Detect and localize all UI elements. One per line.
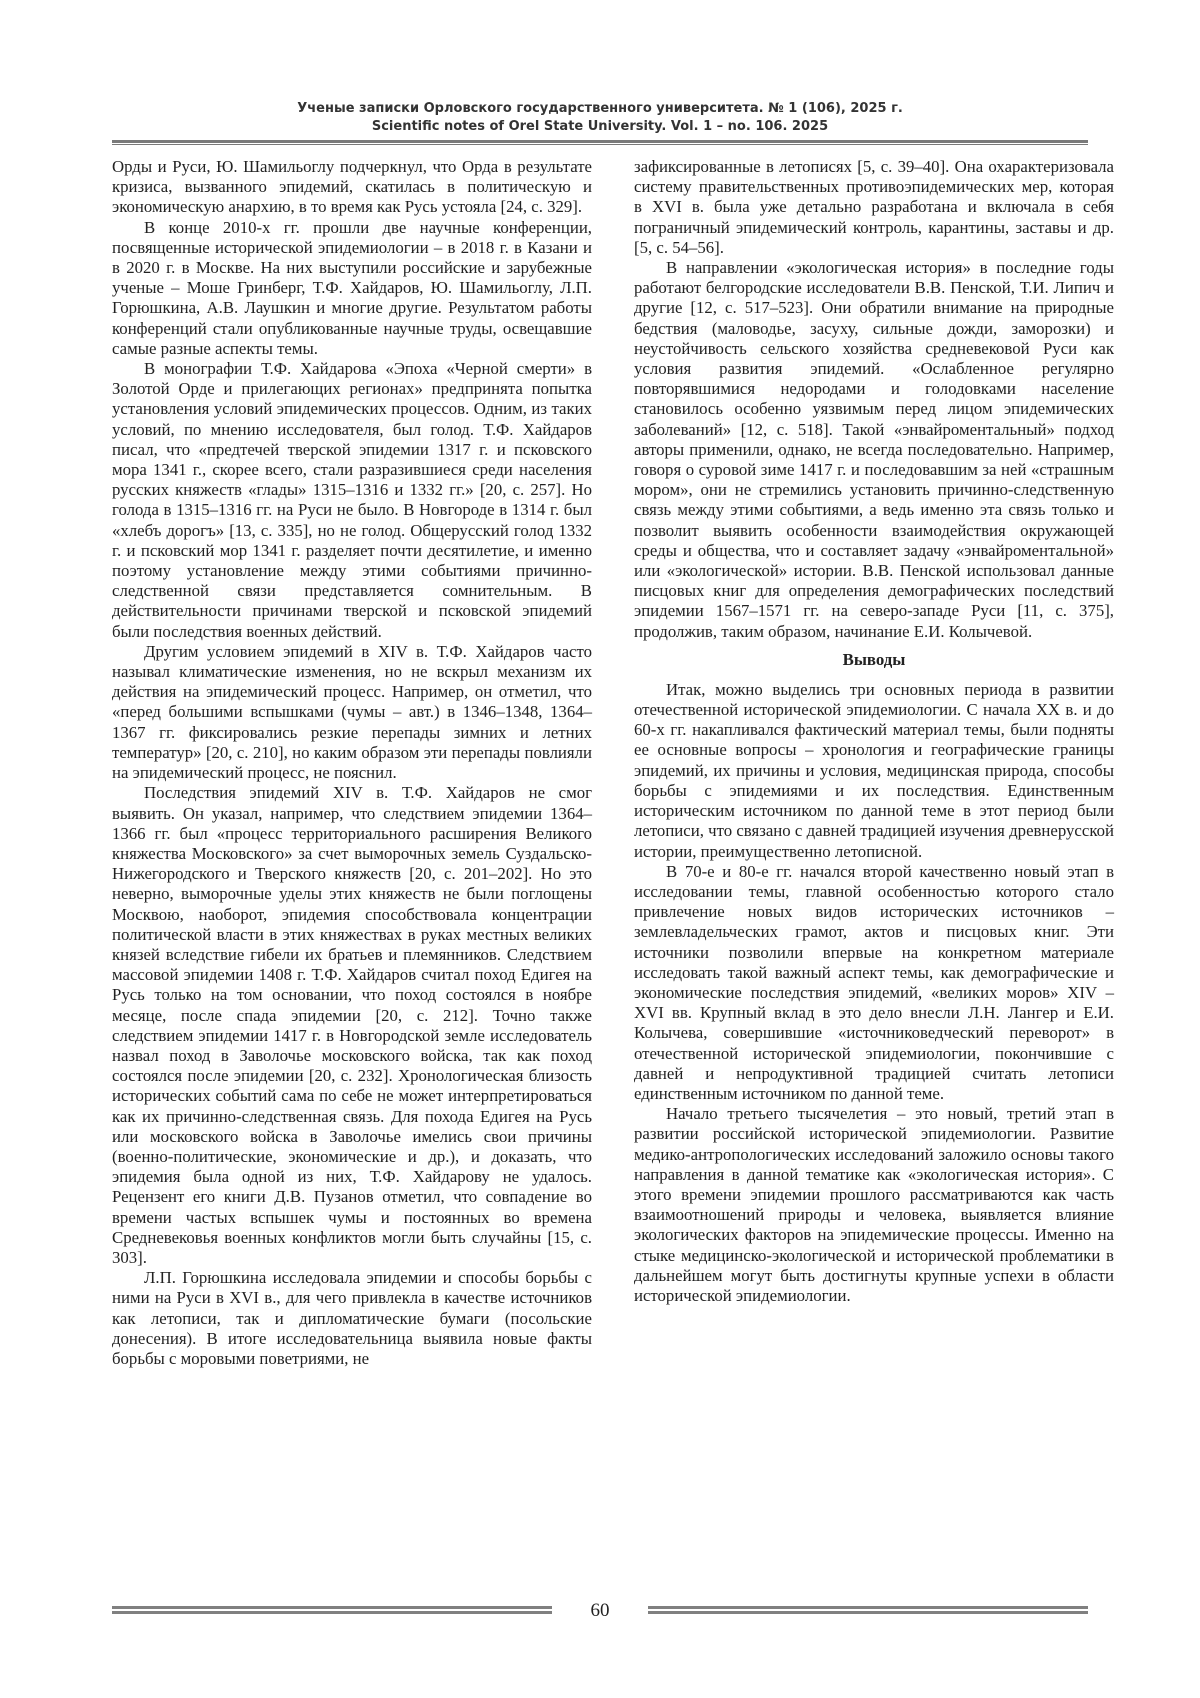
paragraph: В монографии Т.Ф. Хайдарова «Эпоха «Черной смерти» в Золотой Орде и прилегающих регионах» предпринята попытка установления условий эпидемических процессов. Одним, из таких условий, по мнению исследователя, был голод. Т.Ф. Хайдаров писал, что «предтечей тверской эпидемии 1317 г. и псковского мора 1341 г., скорее всего, стали разразившиеся среди населения русских княжеств «глады» 1315–1316 и 1332 гг.» [20, с. 257]. Но голода в 1315–1316 гг. на Руси не было. В Новгороде в 1314 г. был «хлебъ дорогъ» [13, с. 335], но не голод. Общерусский голод 1332 г. и псковский мор 1341 г. разделяет почти десятилетие, и именно поэтому установление между этими событиями причинно-следственной связи представляется сомнительным. В действительности причинами тверской и псковской эпидемий были последствия военных действий. — [112, 359, 592, 641]
paragraph: Начало третьего тысячелетия – это новый, третий этап в развитии российской исторической эпидемиологии. Развитие медико-антропологических исследований заложило основы такого направления в данной тематике как «экологическая история». С этого времени эпидемии прошлого рассматриваются как часть взаимоотношений природы и человека, выявляется влияние экологических факторов на эпидемические процессы. Именно на стыке медицинско-экологической и исторической проблематики в дальнейшем могут быть достигнуты крупные успехи в области исторической эпидемиологии. — [634, 1104, 1114, 1305]
paragraph: В конце 2010-х гг. прошли две научные конференции, посвященные исторической эпидемиологии – в 2018 г. в Казани и в 2020 г. в Москве. На них выступили российские и зарубежные ученые – Моше Гринберг, Т.Ф. Хайдаров, Ю. Шамильоглу, Л.П. Горюшкина, А.В. Лаушкин и многие другие. Результатом работы конференций стали опубликованные научные труды, освещавшие самые разные аспекты темы. — [112, 217, 592, 358]
paragraph: Итак, можно выделись три основных периода в развитии отечественной исторической эпидемиологии. С начала XX в. и до 60-х гг. накапливался фактический материал темы, были подняты ее основные вопросы – хронология и географические границы эпидемий, их причины и условия, медицинская природа, способы борьбы с эпидемиями и их последствия. Единственным историческим источником по данной теме в этот период были летописи, что связано с давней традицией изучения древнерусской истории, преимущественно летописной. — [634, 679, 1114, 861]
paragraph: В направлении «экологическая история» в последние годы работают белгородские исследователи В.В. Пенской, Т.И. Липич и другие [12, с. 517–523]. Они обратили внимание на природные бедствия (маловодье, засуху, сильные дожди, заморозки) и неустойчивость сельского хозяйства средневековой Руси как условия развития эпидемий. «Ослабленное регулярно повторявшимися недородами и голодовками население становилось особенно уязвимым перед лицом эпидемических заболеваний» [12, с. 518]. Такой «энвайроментальный» подход авторы применили, однако, не всегда последовательно. Например, говоря о суровой зиме 1417 г. и последовавшим за ней «страшным мором», они не стремились установить причинно-следственную связь между этими событиями, а ведь именно эта связь только и позволит выявить особенности взаимодействия окружающей среды и общества, что и составляет задачу «энвайроментальной» или «экологической» истории. В.В. Пенской использовал данные писцовых книг для определения демографических последствий эпидемии 1567–1571 гг. на северо-западе Руси [11, с. 375], продолжив, таким образом, начинание Е.И. Колычевой. — [634, 258, 1114, 641]
header-rule — [112, 140, 1088, 146]
paragraph: Орды и Руси, Ю. Шамильоглу подчеркнул, что Орда в результате кризиса, вызванного эпидемий, скатилась в политическую и экономическую анархию, в то время как Русь устояла [24, с. 329]. — [112, 157, 592, 217]
page-number: 60 — [590, 1600, 610, 1621]
section-title: Выводы — [842, 649, 906, 669]
paragraph: зафиксированные в летописях [5, с. 39–40]. Она охарактеризовала систему правительственных противоэпидемических мер, которая в XVI в. была уже детально разработана и включала в себя пограничный эпидемический контроль, карантины, заставы и др. [5, с. 54–56]. — [634, 157, 1114, 257]
running-header — [112, 100, 1088, 136]
page-footer — [112, 1600, 1088, 1624]
header-line-en: Scientific notes of Orel State University. Vol. 1 – no. 106. 2025 — [371, 119, 829, 134]
paragraph: Другим условием эпидемий в XIV в. Т.Ф. Хайдаров часто называл климатические изменения, но не вскрыл механизм их действия на эпидемический процесс. Например, он отметил, что «перед большими вспышками (чумы – авт.) в 1346–1348, 1364–1367 гг. фиксировались резкие перепады зимних и летних температур» [20, с. 210], но каким образом эти перепады повлияли на эпидемический процесс, не пояснил. — [112, 641, 592, 783]
paragraph: Последствия эпидемий XIV в. Т.Ф. Хайдаров не смог выявить. Он указал, например, что следствием эпидемии 1364–1366 гг. был «процесс территориального расширения Великого княжества Московского» за счет выморочных земель Суздальско-Нижегородского и Тверского княжеств [20, с. 201–202]. Но это неверно, выморочные уделы этих княжеств не были поглощены Москвою, наоборот, эпидемия способствовала концентрации политической власти в этих княжествах в руках местных великих князей вследствие гибели их братьев и племянников. Следствием массовой эпидемии 1408 г. Т.Ф. Хайдаров считал поход Едигея на Русь только на том основании, что поход состоялся в ноябре месяце, после спада эпидемии [20, с. 212]. Точно также следствием эпидемии 1417 г. в Новгородской земле исследователь назвал поход в Заволочье московского войска, так как поход состоялся после эпидемии [20, с. 232]. Хронологическая близость исторических событий сама по себе не может интерпретироваться как их причинно-следственная связь. Для похода Едигея на Русь или московского войска в Заволочье имелись свои причины (военно-политические, экономические и др.), и доказать, что эпидемия была одной из них, Т.Ф. Хайдарову не удалось. Рецензент его книги Д.В. Пузанов отметил, что совпадение во времени частых вспышек чумы и постоянных во времена Средневековья военных конфликтов могли быть случайны [15, с. 303]. — [112, 783, 592, 1267]
right-column — [634, 157, 1114, 1306]
footer-rule-right — [648, 1606, 1088, 1616]
header-line-ru: Ученые записки Орловского государственного университета. № 1 (106), 2025 г. — [297, 101, 903, 116]
paragraph: В 70-е и 80-е гг. начался второй качественно новый этап в исследовании темы, главной особенностью которого стало привлечение новых видов исторических источников – землевладельческих грамот, актов и писцовых книг. Эти источники позволили впервые на конкретном материале исследовать такой важный аспект темы, как демографические и экономические последствия эпидемий, «великих моров» XIV – XVI вв. Крупный вклад в это дело внесли Л.Н. Лангер и Е.И. Колычева, совершившие «источниковедческий переворот» в отечественной исторической эпидемиологии, покончившие с давней и непродуктивной традицией считать летописи единственным источником по данной теме. — [634, 861, 1114, 1103]
footer-rule-left — [112, 1606, 552, 1616]
paragraph: Л.П. Горюшкина исследовала эпидемии и способы борьбы с ними на Руси в XVI в., для чего привлекла в качестве источников как летописи, так и дипломатические бумаги (посольские донесения). В итоге исследовательница выявила новые факты борьбы с моровыми поветриями, не — [112, 1268, 592, 1368]
left-column — [112, 157, 592, 1369]
